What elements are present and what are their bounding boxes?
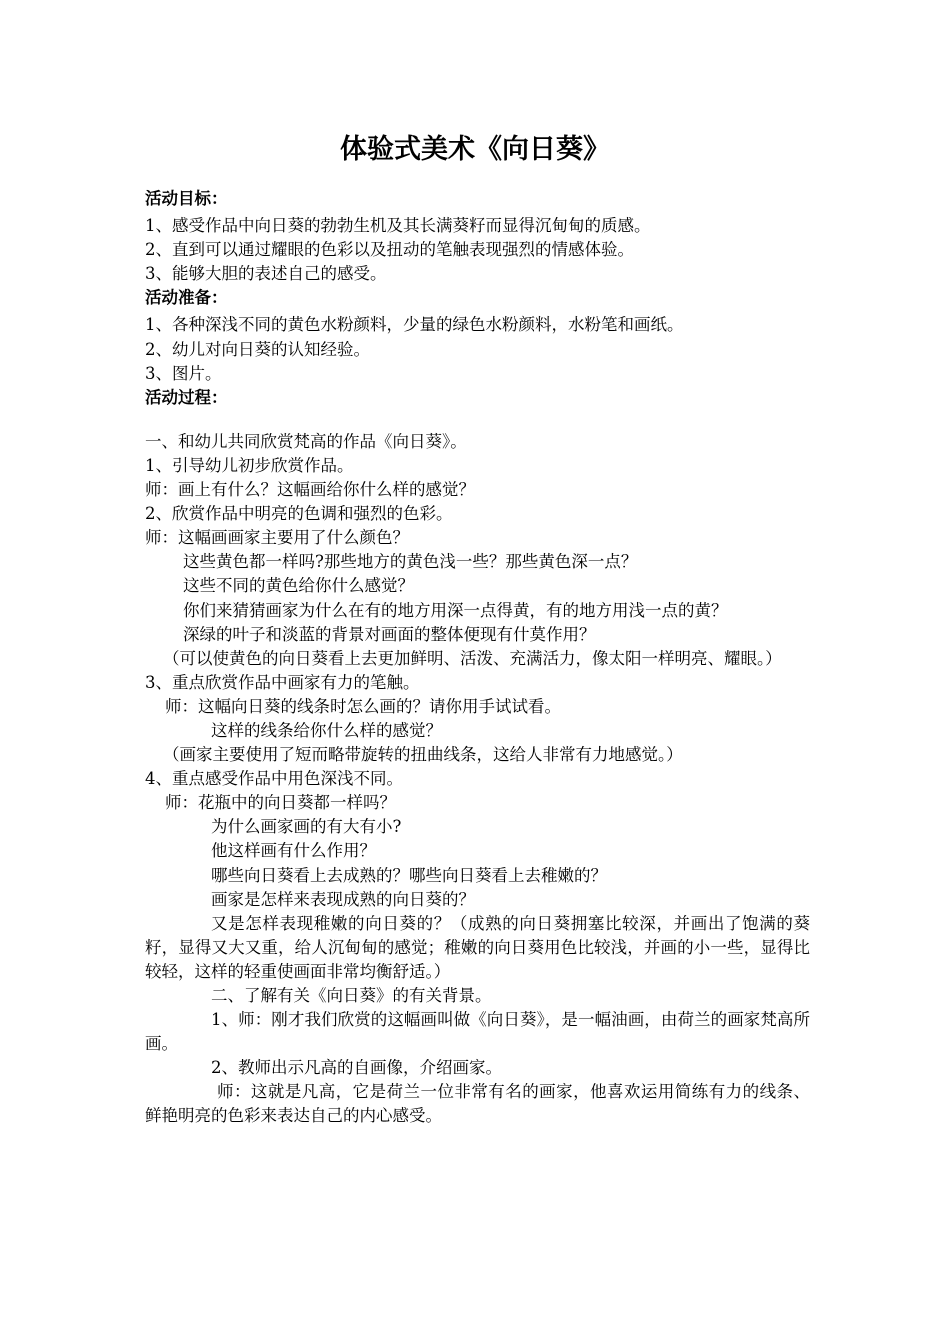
process-line: （画家主要使用了短而略带旋转的扭曲线条，这给人非常有力地感觉。）	[163, 745, 683, 765]
process-line: 3、重点欣赏作品中画家有力的笔触。	[145, 672, 420, 692]
goal-item: 1、感受作品中向日葵的勃勃生机及其长满葵籽而显得沉甸甸的质感。	[145, 216, 651, 236]
process-line: 师：这幅向日葵的线条时怎么画的？请你用手试试看。	[165, 696, 561, 716]
process-line: 师：这幅画画家主要用了什么颜色？	[145, 528, 409, 548]
process-line: 2、教师出示凡高的自画像，介绍画家。	[211, 1058, 502, 1078]
prep-item: 2、幼儿对向日葵的认知经验。	[145, 339, 370, 359]
process-line: 师：花瓶中的向日葵都一样吗？	[165, 793, 396, 813]
process-line: 这些黄色都一样吗?那些地方的黄色浅一些？那些黄色深一点？	[183, 552, 638, 572]
process-line: 1、引导幼儿初步欣赏作品。	[145, 455, 354, 475]
process-line: 师：画上有什么？这幅画给你什么样的感觉？	[145, 480, 475, 500]
document-body	[145, 187, 810, 1129]
process-line: 4、重点感受作品中用色深浅不同。	[145, 769, 403, 789]
goal-item: 2、直到可以通过耀眼的色彩以及扭动的笔触表现强烈的情感体验。	[145, 240, 634, 260]
prep-item: 3、图片。	[145, 363, 222, 383]
process-line: 画家是怎样来表现成熟的向日葵的？	[211, 889, 475, 909]
prep-item: 1、各种深浅不同的黄色水粉颜料，少量的绿色水粉颜料，水粉笔和画纸。	[145, 315, 684, 335]
process-line: 你们来猜猜画家为什么在有的地方用深一点得黄，有的地方用浅一点的黄？	[183, 600, 728, 620]
process-line: 为什么画家画的有大有小?	[211, 817, 402, 837]
process-line: 二、了解有关《向日葵》的有关背景。	[211, 986, 492, 1005]
process-line: 一、和幼儿共同欣赏梵高的作品《向日葵》。	[145, 431, 467, 451]
process-line: 哪些向日葵看上去成熟的？哪些向日葵看上去稚嫩的？	[211, 865, 607, 885]
document-title: 体验式美术《向日葵》	[340, 134, 610, 165]
process-line: 他这样画有什么作用？	[211, 841, 376, 861]
process-heading: 活动过程：	[145, 387, 228, 407]
goal-item: 3、能够大胆的表述自己的感受。	[145, 264, 387, 284]
prep-heading: 活动准备：	[145, 288, 228, 308]
process-paragraph: 1、师：刚才我们欣赏的这幅画叫做《向日葵》，是一幅油画，由荷兰的画家梵高所画。	[145, 1010, 810, 1054]
process-paragraph: 又是怎样表现稚嫩的向日葵的？（成熟的向日葵拥塞比较深，并画出了饱满的葵籽，显得又大又重，给人沉甸甸的感觉；稚嫩的向日葵用色比较浅，并画的小一些，显得比较轻，这样的轻重使画面非常均衡舒适。）	[145, 913, 810, 981]
process-line: 2、欣赏作品中明亮的色调和强烈的色彩。	[145, 504, 453, 524]
process-paragraph: 师：这就是凡高，它是荷兰一位非常有名的画家，他喜欢运用简练有力的线条、鲜艳明亮的色彩来表达自己的内心感受。	[145, 1082, 810, 1126]
process-line: 深绿的叶子和淡蓝的背景对画面的整体便现有什莫作用？	[183, 624, 596, 644]
process-paragraph: （可以使黄色的向日葵看上去更加鲜明、活泼、充满活力，像太阳一样明亮、耀眼。）	[163, 648, 782, 668]
process-line: 这样的线条给你什么样的感觉？	[211, 720, 442, 740]
goals-heading: 活动目标：	[145, 189, 228, 208]
process-line: 这些不同的黄色给你什么感觉？	[183, 576, 414, 596]
